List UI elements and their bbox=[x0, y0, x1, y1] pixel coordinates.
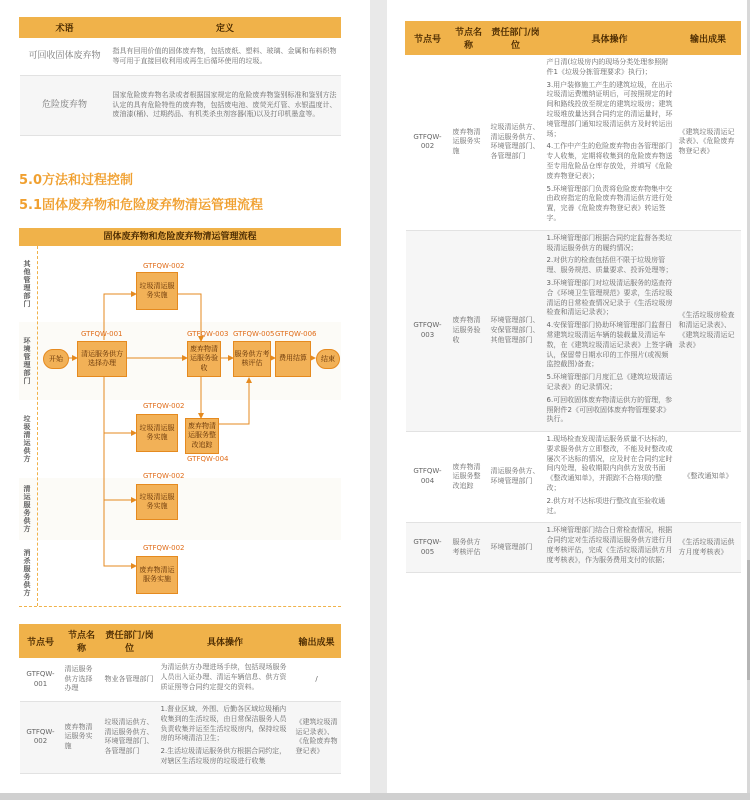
definition-cell: 国家危险废弃物名录或者根据国家规定的危险废弃物鉴别标准和鉴别方法认定的具有危险特性的废弃物，包括废电池、废荧光灯管、水银温度计、废油漆(桶)、过期药品、有机类杀虫剂容器(瓶)以及打印机墨盒等。 bbox=[110, 76, 341, 136]
output-cell: / bbox=[293, 658, 341, 702]
department-cell: 物业各管理部门 bbox=[102, 658, 158, 702]
lane-label: 其他管理部门 bbox=[23, 260, 31, 308]
node-code: GTFQW-003 bbox=[187, 330, 229, 338]
lane-label: 垃圾清运供方 bbox=[23, 415, 31, 463]
header-output: 输出成果 bbox=[293, 625, 341, 658]
node-code: GTFQW-006 bbox=[275, 330, 317, 338]
operation-step: 2.对供方的检查包括但不限于垃圾房管理、服务规范、质量要求、投诉处理等； bbox=[546, 256, 673, 275]
flow-node-waste-service: 垃圾清运服务实施 bbox=[136, 414, 178, 452]
node-no-cell: GTFQW-005 bbox=[406, 523, 450, 572]
operation-step: 4.工作中产生的危险废弃物由各管理部门专人收集，定期将收集到的危险废弃物送至专用危险品仓库存放处，并填写《危险废弃物登记表》； bbox=[546, 142, 673, 180]
operations-cell bbox=[158, 702, 293, 774]
table-row bbox=[406, 432, 741, 523]
output-cell: 《生活垃圾房检查和清运记录表》、《建筑垃圾清运记录表》 bbox=[676, 230, 741, 431]
table-row bbox=[20, 38, 341, 76]
header-output: 输出成果 bbox=[676, 22, 741, 55]
output-cell: 《整改通知单》 bbox=[676, 432, 741, 523]
node-no-cell: GTFQW-003 bbox=[406, 230, 450, 431]
horizontal-scrollbar[interactable] bbox=[0, 793, 750, 800]
operation-step: 2.生活垃圾清运服务供方根据合同约定，对辖区生活垃圾房的垃圾进行收集 bbox=[160, 747, 287, 765]
flow-node-evaluation: 服务供方考核评估 bbox=[233, 341, 271, 377]
operation-step: 5.环境管理部门负责将危险废弃物集中交由政府指定的危险废弃物清运供方进行处置，完善《危险废弃物登记表》转运签字。 bbox=[546, 184, 673, 222]
operation-step: 5.环境管理部门月度汇总《建筑垃圾清运记录表》的记录情况； bbox=[546, 373, 673, 391]
operations-cell bbox=[158, 658, 293, 702]
node-no-cell: GTFQW-001 bbox=[20, 658, 62, 702]
node-name-cell: 废弃物清运服务验收 bbox=[450, 230, 488, 431]
term-cell: 可回收固体废弃物 bbox=[20, 38, 110, 76]
operation-step: 3.环境管理部门对垃圾清运服务的巡查符合《环境卫生管理规范》要求，生活垃圾清运的日常检查情况记录于《生活垃圾房检查和清运记录表》； bbox=[546, 278, 673, 317]
document-page-left bbox=[0, 0, 370, 800]
process-flowchart bbox=[19, 228, 341, 606]
table-row bbox=[406, 230, 741, 431]
department-cell: 清运服务供方、环境管理部门 bbox=[488, 432, 544, 523]
flow-node-acceptance: 废弃物清运服务验收 bbox=[187, 341, 221, 377]
flow-node-pest-service: 废弃物清运服务实施 bbox=[136, 556, 178, 594]
department-cell: 环境管理部门 bbox=[488, 523, 544, 572]
header-definition: 定义 bbox=[110, 18, 341, 38]
document-page-right bbox=[387, 0, 750, 800]
node-name-cell: 清运服务供方选择办理 bbox=[62, 658, 102, 702]
operation-step: 为清运供方办理进场手续，包括现场服务人员出入证办理、清运车辆信息、供方资质证照等合同约定提交的资料。 bbox=[160, 663, 287, 691]
header-operations: 具体操作 bbox=[158, 625, 293, 658]
lane-label: 消杀服务供方 bbox=[23, 549, 31, 597]
flow-start-node: 开始 bbox=[43, 349, 69, 369]
department-cell: 垃圾清运供方、清运服务供方、环境管理部门、各管理部门 bbox=[488, 55, 544, 231]
header-department: 责任部门/岗位 bbox=[488, 22, 544, 55]
term-cell: 危险废弃物 bbox=[20, 76, 110, 136]
operation-step: 产日清(垃圾房内的现场分类处理参照附件1《垃圾分拣管理要求》执行)； bbox=[546, 58, 669, 76]
operations-cell bbox=[544, 55, 676, 231]
output-cell: 《生活垃圾清运供方月度考核表》 bbox=[676, 523, 741, 572]
node-no-cell: GTFQW-004 bbox=[406, 432, 450, 523]
procedure-header-row bbox=[20, 625, 341, 658]
operation-step: 4.安保管理部门协助环境管理部门监督日常建筑垃圾清运车辆的装载量及清运车数，在《建筑垃圾清运记录表》上签字确认，保留带日期水印的工作照片(或视频监控截图)备查； bbox=[546, 321, 673, 369]
terms-table bbox=[19, 17, 341, 136]
operation-step: 1.环境管理部门结合日常检查情况，根据合同约定对生活垃圾清运服务供方进行月度考核评估，完成《生活垃圾清运供方月度考核表》，作为服务费用支付的依据； bbox=[546, 526, 673, 564]
node-name-cell: 废弃物清运服务实施 bbox=[450, 55, 488, 231]
table-row bbox=[20, 658, 341, 702]
flowchart-title: 固体废弃物和危险废弃物清运管理流程 bbox=[19, 228, 341, 246]
header-node-name: 节点名称 bbox=[62, 625, 102, 658]
definition-cell: 指具有回用价值的固体废弃物，包括废纸、塑料、玻璃、金属和布料织物等可用于直接回收利用或再生后循环使用的垃圾。 bbox=[110, 38, 341, 76]
node-code: GTFQW-002 bbox=[143, 472, 185, 480]
operations-cell bbox=[544, 523, 676, 572]
operations-cell bbox=[544, 230, 676, 431]
flow-node-cleaning-service: 垃圾清运服务实施 bbox=[136, 484, 178, 520]
operation-step: 1.环境管理部门根据合同约定监督各类垃圾清运服务供方的履约情况； bbox=[546, 233, 673, 252]
flow-node-supplier-selection: 清运服务供方选择办理 bbox=[77, 341, 127, 377]
operation-step: 2.供方对不达标项进行整改直至验收通过。 bbox=[546, 496, 666, 515]
node-no-cell: GTFQW-002 bbox=[20, 702, 62, 774]
header-node-no: 节点号 bbox=[406, 22, 450, 55]
department-cell: 垃圾清运供方、清运服务供方、环境管理部门、各管理部门 bbox=[102, 702, 158, 774]
table-row bbox=[20, 702, 341, 774]
node-code: GTFQW-002 bbox=[143, 402, 185, 410]
node-code: GTFQW-004 bbox=[187, 455, 229, 463]
header-term: 术语 bbox=[20, 18, 110, 38]
node-code: GTFQW-005 bbox=[233, 330, 275, 338]
operations-cell bbox=[544, 432, 676, 523]
operation-step: 1.现场检查发现清运服务质量不达标的，要求服务供方立即整改，不能及时整改或屡次不达标的情况，应及时在合同约定时间内处理，验收期限内向供方发放书面《整改通知单》，并跟踪不合格项的整改； bbox=[546, 435, 673, 493]
department-cell: 环境管理部门、安保管理部门、其他管理部门 bbox=[488, 230, 544, 431]
procedure-header-row bbox=[406, 22, 741, 55]
terms-header-row bbox=[20, 18, 341, 38]
lane-label: 环境管理部门 bbox=[23, 337, 31, 385]
header-operations: 具体操作 bbox=[544, 22, 676, 55]
output-cell: 《建筑垃圾清运记录表》、《危险废弃物登记表》 bbox=[293, 702, 341, 774]
output-cell: 《建筑垃圾清运记录表》、《危险废弃物登记表》 bbox=[676, 55, 741, 231]
flow-node-rectification: 废弃物清运服务整改追踪 bbox=[185, 418, 219, 454]
node-code: GTFQW-002 bbox=[143, 544, 185, 552]
header-department: 责任部门/岗位 bbox=[102, 625, 158, 658]
flow-node-other-service: 垃圾清运服务实施 bbox=[136, 272, 178, 310]
node-name-cell: 服务供方考核评估 bbox=[450, 523, 488, 572]
procedure-table-left bbox=[19, 624, 341, 774]
node-no-cell: GTFQW-002 bbox=[406, 55, 450, 231]
section-heading: 5.0方法和过程控制 bbox=[19, 173, 134, 188]
flow-end-node: 结束 bbox=[316, 349, 340, 369]
procedure-table-right bbox=[405, 21, 741, 573]
header-node-no: 节点号 bbox=[20, 625, 62, 658]
operation-step: 6.可回收固体废弃物清运供方的管理，参照附件2《可回收固体废弃物管理要求》执行。 bbox=[546, 395, 673, 424]
node-name-cell: 废弃物清运服务整改追踪 bbox=[450, 432, 488, 523]
header-node-name: 节点名称 bbox=[450, 22, 488, 55]
node-name-cell: 废弃物清运服务实施 bbox=[62, 702, 102, 774]
operation-step: 3.用户装修施工产生的建筑垃圾，在出示垃圾清运费缴纳证明后，可按照规定的时间和路线投放至规定的建筑垃圾房；建筑垃圾堆放量达到合同约定的清运量时，环境管理部门通知垃圾清运供方及时转运出场； bbox=[546, 80, 673, 138]
node-code: GTFQW-001 bbox=[81, 330, 123, 338]
table-row bbox=[406, 523, 741, 572]
operation-step: 1.督业区域、外围、后勤各区域垃圾桶内收集到的生活垃圾，由日常保洁服务人员负责收集并运至生活垃圾房内，保持垃圾房的环境清洁卫生； bbox=[160, 705, 287, 743]
flow-node-settlement: 费用结算 bbox=[275, 341, 311, 377]
lane-label: 清运服务供方 bbox=[23, 485, 31, 533]
node-code: GTFQW-002 bbox=[143, 262, 185, 270]
table-row bbox=[20, 76, 341, 136]
subsection-heading: 5.1固体废弃物和危险废弃物清运管理流程 bbox=[19, 198, 264, 213]
table-row bbox=[406, 55, 741, 231]
